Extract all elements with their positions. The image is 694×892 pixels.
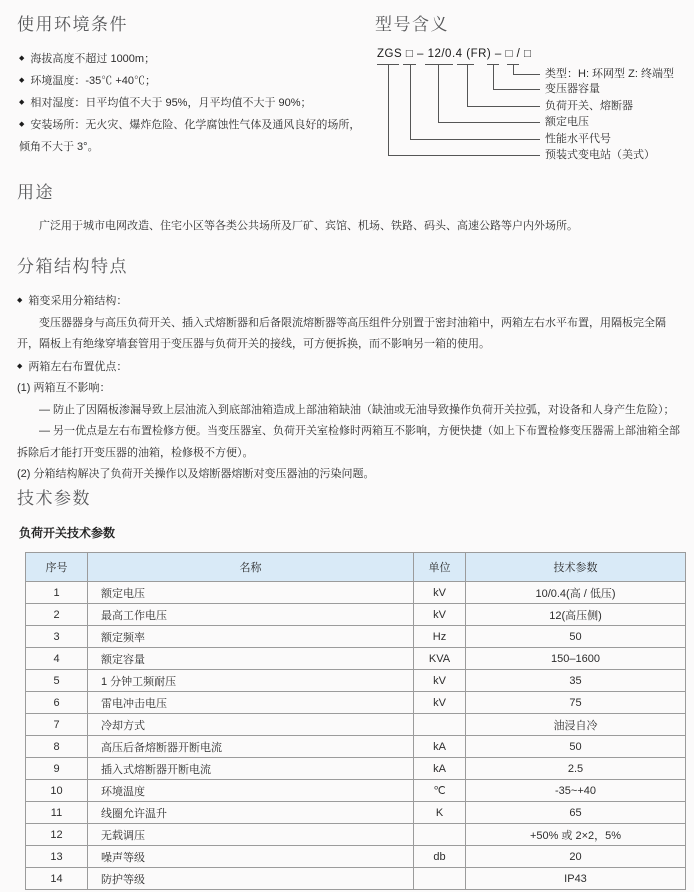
table-row: [26, 802, 686, 824]
paragraph-text: 两箱左右布置优点：: [28, 360, 128, 373]
table-cell: Hz: [414, 626, 466, 648]
load-switch-params-subtitle: 负荷开关技术参数: [19, 526, 116, 540]
tech-params-title: 技术参数: [17, 489, 91, 508]
connector-vertical-line: [493, 64, 494, 89]
connector-horizontal-line: [493, 89, 540, 90]
table-cell: 35: [466, 670, 686, 692]
table-cell: 环境温度: [88, 780, 414, 802]
structure-paragraph: [17, 356, 681, 379]
table-cell: kV: [414, 692, 466, 714]
diamond-bullet-icon: ◆: [19, 121, 25, 128]
table-cell: 无载调压: [88, 824, 414, 846]
table-cell: +50% 或 2×2，5%: [466, 824, 686, 846]
table-cell: 额定容量: [88, 648, 414, 670]
environment-title: 使用环境条件: [17, 15, 128, 34]
table-cell: K: [414, 802, 466, 824]
table-cell: 雷电冲击电压: [88, 692, 414, 714]
table-cell: 插入式熔断器开断电流: [88, 758, 414, 780]
token-underline: [425, 64, 453, 65]
structure-paragraphs: [17, 290, 681, 486]
table-cell: 高压后备熔断器开断电流: [88, 736, 414, 758]
table-cell: 4: [26, 648, 88, 670]
table-header-cell: 技术参数: [466, 553, 686, 582]
table-cell: kV: [414, 670, 466, 692]
tech-params-table: [25, 552, 686, 890]
table-cell: 2: [26, 604, 88, 626]
table-cell: 额定频率: [88, 626, 414, 648]
table-cell: 防护等级: [88, 868, 414, 890]
table-cell: ℃: [414, 780, 466, 802]
table-row: [26, 604, 686, 626]
table-cell: [414, 868, 466, 890]
structure-paragraph: (1) 两箱互不影响：: [17, 382, 111, 394]
table-cell: 65: [466, 802, 686, 824]
usage-text: 广泛用于城市电网改造、住宅小区等各类公共场所及厂矿、宾馆、机场、铁路、码头、高速公路等户内外场所。: [39, 220, 578, 232]
table-cell: kA: [414, 736, 466, 758]
table-cell: 50: [466, 736, 686, 758]
table-header-cell: 名称: [88, 553, 414, 582]
table-cell: 11: [26, 802, 88, 824]
usage-title: 用途: [17, 183, 54, 202]
connector-vertical-line: [410, 64, 411, 139]
bullet-text: 海拔高度不超过 1000m；: [30, 53, 156, 65]
table-cell: 50: [466, 626, 686, 648]
section-structure-features: [17, 252, 681, 486]
environment-bullet-list: [19, 48, 369, 158]
section-tech-params: [17, 484, 683, 890]
table-cell: kV: [414, 604, 466, 626]
diamond-bullet-icon: ◆: [17, 297, 23, 304]
table-cell: 额定电压: [88, 582, 414, 604]
table-cell: [414, 714, 466, 736]
connector-vertical-line: [513, 64, 514, 74]
table-cell: db: [414, 846, 466, 868]
table-row: [26, 648, 686, 670]
environment-bullet-item: [19, 48, 369, 70]
table-cell: 75: [466, 692, 686, 714]
table-cell: IP43: [466, 868, 686, 890]
table-cell: 12: [26, 824, 88, 846]
bullet-text: 安装场所：无火灾、爆炸危险、化学腐蚀性气体及通风良好的场所，倾角不大于 3°。: [19, 119, 361, 153]
table-header-cell: 单位: [414, 553, 466, 582]
environment-bullet-item: [19, 114, 369, 158]
environment-bullet-item: [19, 92, 369, 114]
table-cell: kA: [414, 758, 466, 780]
diamond-bullet-icon: ◆: [17, 362, 23, 370]
model-meaning-title: 型号含义: [375, 15, 449, 34]
section-environment: [17, 10, 369, 158]
structure-paragraph: [17, 290, 681, 313]
model-code-segment-label: 变压器容量: [545, 83, 600, 95]
table-row: [26, 824, 686, 846]
table-cell: [414, 824, 466, 846]
structure-title: 分箱结构特点: [17, 257, 128, 276]
table-cell: 150–1600: [466, 648, 686, 670]
table-cell: 最高工作电压: [88, 604, 414, 626]
table-cell: KVA: [414, 648, 466, 670]
table-row: [26, 714, 686, 736]
diamond-bullet-icon: ◆: [19, 77, 25, 84]
table-header-cell: 序号: [26, 553, 88, 582]
model-code-segment-label: 预装式变电站（美式）: [545, 149, 655, 161]
model-code-segment-label: 性能水平代号: [545, 133, 611, 145]
connector-horizontal-line: [438, 122, 540, 123]
environment-bullet-item: [19, 70, 369, 92]
model-code-segment-label: 负荷开关、熔断器: [545, 100, 633, 112]
table-cell: 20: [466, 846, 686, 868]
table-row: [26, 670, 686, 692]
table-cell: 2.5: [466, 758, 686, 780]
connector-horizontal-line: [467, 106, 540, 107]
structure-paragraph: — 防止了因隔板渗漏导致上层油流入到底部油箱造成上部油箱缺油（缺油或无油导致操作负荷开关拉弧，对设备和人身产生危险）；: [39, 403, 675, 416]
table-row: [26, 868, 686, 890]
table-cell: 1: [26, 582, 88, 604]
table-header-row: [26, 553, 686, 582]
table-cell: 10/0.4(高 / 低压): [466, 582, 686, 604]
section-model-meaning: [375, 10, 694, 180]
connector-horizontal-line: [388, 155, 540, 156]
table-cell: 8: [26, 736, 88, 758]
table-cell: -35~+40: [466, 780, 686, 802]
table-cell: 3: [26, 626, 88, 648]
table-cell: 12(高压侧): [466, 604, 686, 626]
connector-horizontal-line: [513, 74, 540, 75]
section-usage: [17, 178, 679, 236]
table-cell: 油浸自冷: [466, 714, 686, 736]
table-row: [26, 846, 686, 868]
table-row: [26, 692, 686, 714]
diamond-bullet-icon: ◆: [19, 55, 25, 62]
table-cell: 10: [26, 780, 88, 802]
model-code: ZGS □ – 12/0.4 (FR) – □ / □: [377, 48, 532, 60]
table-cell: 1 分钟工频耐压: [88, 670, 414, 692]
table-cell: 冷却方式: [88, 714, 414, 736]
table-row: [26, 626, 686, 648]
connector-vertical-line: [388, 64, 389, 155]
table-cell: 线圈允许温升: [88, 802, 414, 824]
table-cell: 13: [26, 846, 88, 868]
structure-paragraph: 变压器器身与高压负荷开关、插入式熔断器和后备限流熔断器等高压组件分别置于密封油箱中，两箱左右水平布置，用隔板完全隔开，隔板上有绝缘穿墙套管用于变压器与负荷开关的接线，可方便拆换，而不影响另一箱的使用。: [17, 316, 666, 350]
token-underline: [457, 64, 474, 65]
table-cell: 5: [26, 670, 88, 692]
table-row: [26, 780, 686, 802]
model-code-segment-label: 类型：H: 环网型 Z: 终端型: [545, 68, 674, 80]
structure-paragraph: — 另一优点是左右布置检修方便。当变压器室、负荷开关室检修时两箱互不影响，方便快捷（如上下布置检修变压器需上部油箱全部拆除后才能打开变压器的油箱，检修极不方便）。: [17, 425, 681, 459]
bullet-text: 环境温度：-35℃ +40℃；: [30, 75, 157, 87]
table-cell: 9: [26, 758, 88, 780]
connector-vertical-line: [467, 64, 468, 106]
diamond-bullet-icon: ◆: [19, 99, 25, 106]
table-cell: 14: [26, 868, 88, 890]
table-cell: 6: [26, 692, 88, 714]
table-cell: kV: [414, 582, 466, 604]
table-row: [26, 758, 686, 780]
paragraph-text: 箱变采用分箱结构：: [28, 295, 128, 307]
table-cell: 7: [26, 714, 88, 736]
model-code-segment-label: 额定电压: [545, 116, 589, 128]
structure-paragraph: (2) 分箱结构解决了负荷开关操作以及熔断器熔断对变压器油的污染问题。: [17, 468, 375, 480]
table-row: [26, 582, 686, 604]
bullet-text: 相对湿度：日平均值不大于 95%，月平均值不大于 90%；: [30, 97, 312, 109]
table-cell: 噪声等级: [88, 846, 414, 868]
connector-horizontal-line: [410, 139, 540, 140]
connector-vertical-line: [438, 64, 439, 122]
model-code-diagram: [375, 45, 694, 173]
table-row: [26, 736, 686, 758]
